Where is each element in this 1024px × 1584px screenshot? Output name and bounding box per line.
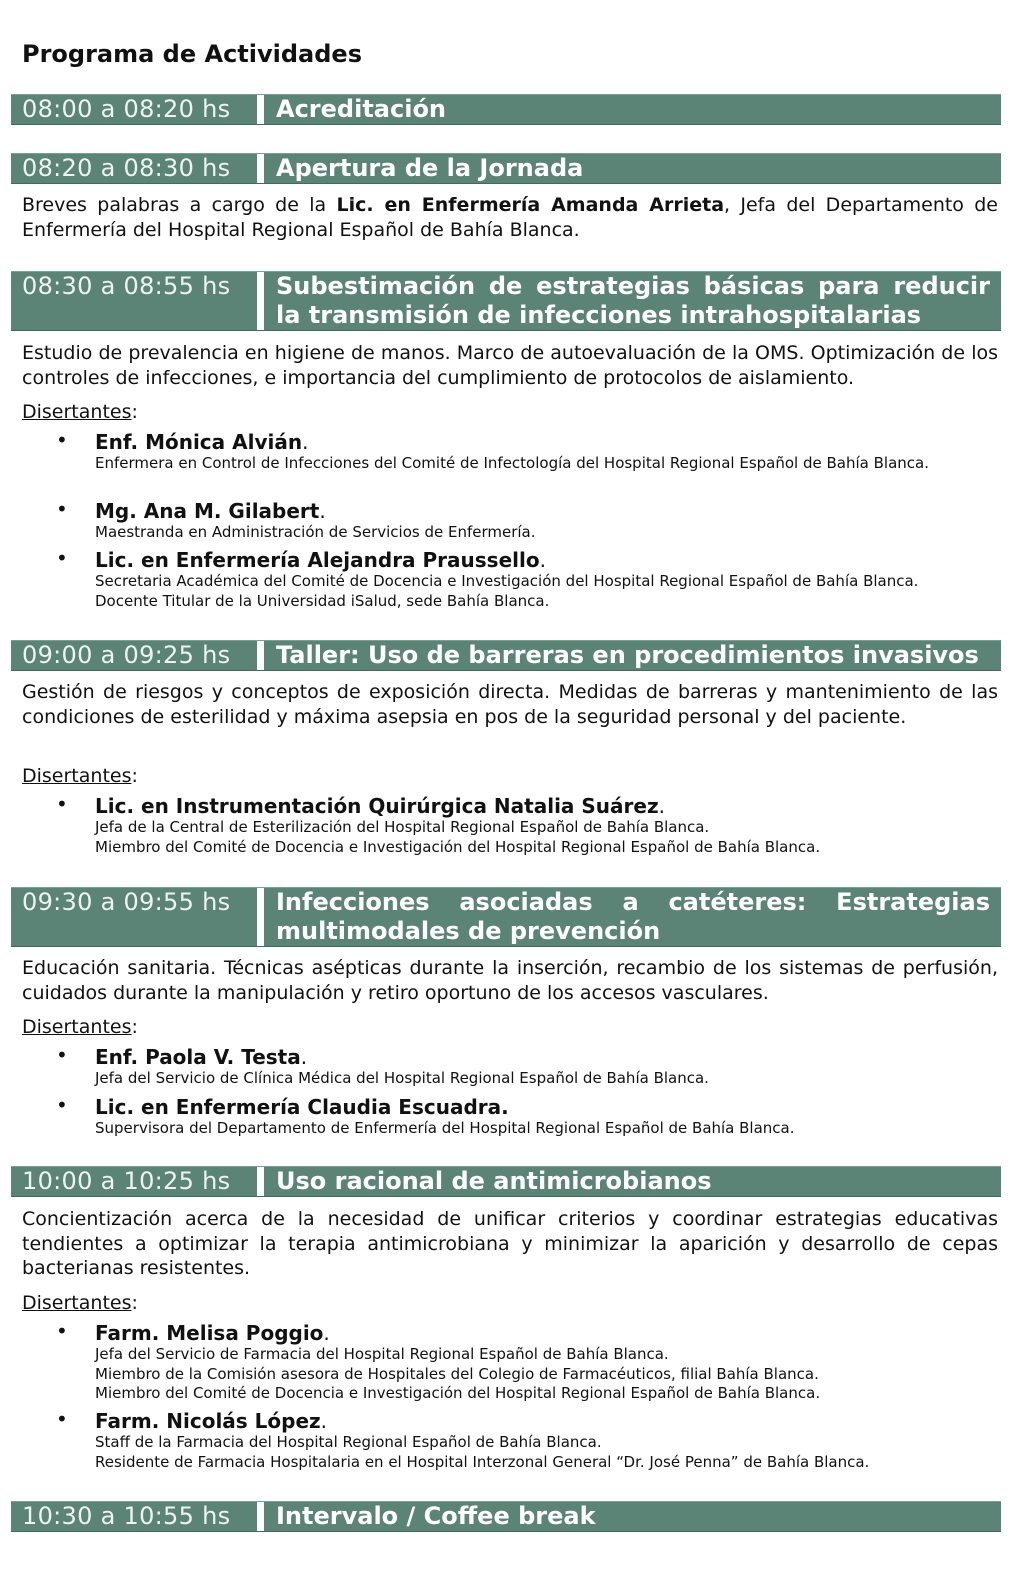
bullet-icon: • xyxy=(56,1407,68,1431)
speaker-role: Docente Titular de la Universidad iSalud, sede Bahía Blanca. xyxy=(95,591,550,610)
speaker-name: Lic. en Instrumentación Quirúrgica Natalia Suárez. xyxy=(95,794,665,818)
time-slot: 10:00 a 10:25 hs xyxy=(22,1167,231,1195)
speaker-item xyxy=(56,497,998,543)
speaker-item xyxy=(56,1407,998,1472)
bullet-icon: • xyxy=(56,792,68,816)
speakers-label: Disertantes: xyxy=(22,401,138,423)
speaker-role: Residente de Farmacia Hospitalaria en el Hospital Interzonal General “Dr. José Penna” de Bahía Blanca. xyxy=(95,1452,870,1471)
schedule-bar-antimicrobianos xyxy=(11,1166,1001,1197)
time-slot: 08:00 a 08:20 hs xyxy=(22,95,231,123)
activity-description: Estudio de prevalencia en higiene de manos. Marco de autoevaluación de la OMS. Optimización de los controles de infecciones, e importancia del cumplimiento de protocolos de aislamiento. xyxy=(22,342,998,389)
bullet-icon: • xyxy=(56,1043,68,1067)
speaker-item xyxy=(56,792,998,857)
activity-title: Taller: Uso de barreras en procedimientos invasivos xyxy=(276,641,979,669)
speaker-item xyxy=(56,1319,998,1404)
speaker-name: Farm. Nicolás López. xyxy=(95,1409,328,1433)
speaker-name: Farm. Melisa Poggio. xyxy=(95,1321,330,1345)
time-slot: 08:20 a 08:30 hs xyxy=(22,154,231,182)
schedule-bar-taller xyxy=(11,640,1001,671)
speaker-role: Miembro del Comité de Docencia e Investigación del Hospital Regional Español de Bahía Blanca. xyxy=(95,1384,821,1402)
bullet-icon: • xyxy=(56,428,68,452)
bullet-icon: • xyxy=(56,497,68,521)
activity-title: Acreditación xyxy=(276,95,447,123)
speaker-name: Lic. en Enfermería Alejandra Praussello. xyxy=(95,548,546,572)
speaker-role: Miembro de la Comisión asesora de Hospitales del Colegio de Farmacéuticos, filial Bahía Blanca. xyxy=(95,1364,819,1383)
bar-divider xyxy=(257,641,264,670)
activity-description: Concientización acerca de la necesidad de unificar criterios y coordinar estrategias educativas tendientes a optimizar la terapia antimicrobiana y minimizar la aparición y desarrollo de cepas bacterianas resistentes. xyxy=(22,1208,998,1279)
highlighted-person: Lic. en Enfermería Amanda Arrieta xyxy=(336,194,725,216)
speaker-role: Jefa del Servicio de Clínica Médica del Hospital Regional Español de Bahía Blanca. xyxy=(95,1069,709,1087)
speaker-role: Maestranda en Administración de Servicios de Enfermería. xyxy=(95,523,536,541)
speaker-name: Enf. Paola V. Testa. xyxy=(95,1045,308,1069)
speaker-role: Supervisora del Departamento de Enfermería del Hospital Regional Español de Bahía Blanca. xyxy=(95,1119,795,1137)
activity-title: Infecciones asociadas a catéteres: Estrategias multimodales de prevención xyxy=(276,888,990,945)
schedule-bar-subestimacion xyxy=(11,271,1001,331)
time-slot: 09:00 a 09:25 hs xyxy=(22,641,231,669)
speaker-item xyxy=(56,1093,998,1139)
time-slot: 08:30 a 08:55 hs xyxy=(22,272,231,300)
speaker-item xyxy=(56,1043,998,1089)
speaker-item xyxy=(56,428,998,474)
speakers-label: Disertantes: xyxy=(22,1292,138,1314)
speaker-name: Mg. Ana M. Gilabert. xyxy=(95,499,326,523)
activity-title: Intervalo / Coffee break xyxy=(276,1502,596,1530)
bar-divider xyxy=(257,1502,264,1531)
schedule-bar-coffee-break xyxy=(11,1501,1001,1532)
speaker-name: Enf. Mónica Alvián. xyxy=(95,430,309,454)
bullet-icon: • xyxy=(56,1319,68,1343)
speaker-role: Enfermera en Control de Infecciones del Comité de Infectología del Hospital Regional Español de Bahía Blanca. xyxy=(95,454,929,472)
schedule-bar-apertura xyxy=(11,153,1001,184)
activity-description: Educación sanitaria. Técnicas asépticas durante la inserción, recambio de los sistemas de perfusión, cuidados durante la manipulación y retiro oportuno de los accesos vasculares. xyxy=(22,957,998,1004)
activity-description: Gestión de riesgos y conceptos de exposición directa. Medidas de barreras y mantenimiento de las condiciones de esterilidad y máxima asepsia en pos de la seguridad personal y del paciente. xyxy=(22,681,998,728)
bar-divider xyxy=(257,272,264,330)
schedule-bar-cateteres xyxy=(11,887,1001,947)
bar-divider xyxy=(257,1167,264,1196)
speakers-label: Disertantes: xyxy=(22,765,138,787)
speaker-role: Miembro del Comité de Docencia e Investigación del Hospital Regional Español de Bahía Blanca. xyxy=(95,837,821,856)
activity-title: Apertura de la Jornada xyxy=(276,154,584,182)
bullet-icon: • xyxy=(56,1093,68,1117)
bar-divider xyxy=(257,95,264,124)
time-slot: 10:30 a 10:55 hs xyxy=(22,1502,231,1530)
activity-title: Subestimación de estrategias básicas para reducir la transmisión de infecciones intrahospitalarias xyxy=(276,272,990,329)
speaker-role: Secretaria Académica del Comité de Docencia e Investigación del Hospital Regional Español de Bahía Blanca. xyxy=(95,572,919,590)
bar-divider xyxy=(257,154,264,183)
bullet-icon: • xyxy=(56,546,68,570)
bar-divider xyxy=(257,888,264,946)
speaker-name: Lic. en Enfermería Claudia Escuadra. xyxy=(95,1095,509,1119)
activity-description: Breves palabras a cargo de la Lic. en Enfermería Amanda Arrieta, Jefa del Departamento de Enfermería del Hospital Regional Español de Bahía Blanca. xyxy=(22,194,998,241)
speaker-role: Staff de la Farmacia del Hospital Regional Español de Bahía Blanca. xyxy=(95,1433,602,1451)
speaker-role: Jefa del Servicio de Farmacia del Hospital Regional Español de Bahía Blanca. xyxy=(95,1345,669,1363)
activity-title: Uso racional de antimicrobianos xyxy=(276,1167,712,1195)
time-slot: 09:30 a 09:55 hs xyxy=(22,888,231,916)
page-title: Programa de Actividades xyxy=(22,40,362,68)
speakers-label: Disertantes: xyxy=(22,1016,138,1038)
speaker-role: Jefa de la Central de Esterilización del Hospital Regional Español de Bahía Blanca. xyxy=(95,818,710,836)
schedule-bar-acreditacion xyxy=(11,94,1001,125)
speaker-item xyxy=(56,546,998,611)
